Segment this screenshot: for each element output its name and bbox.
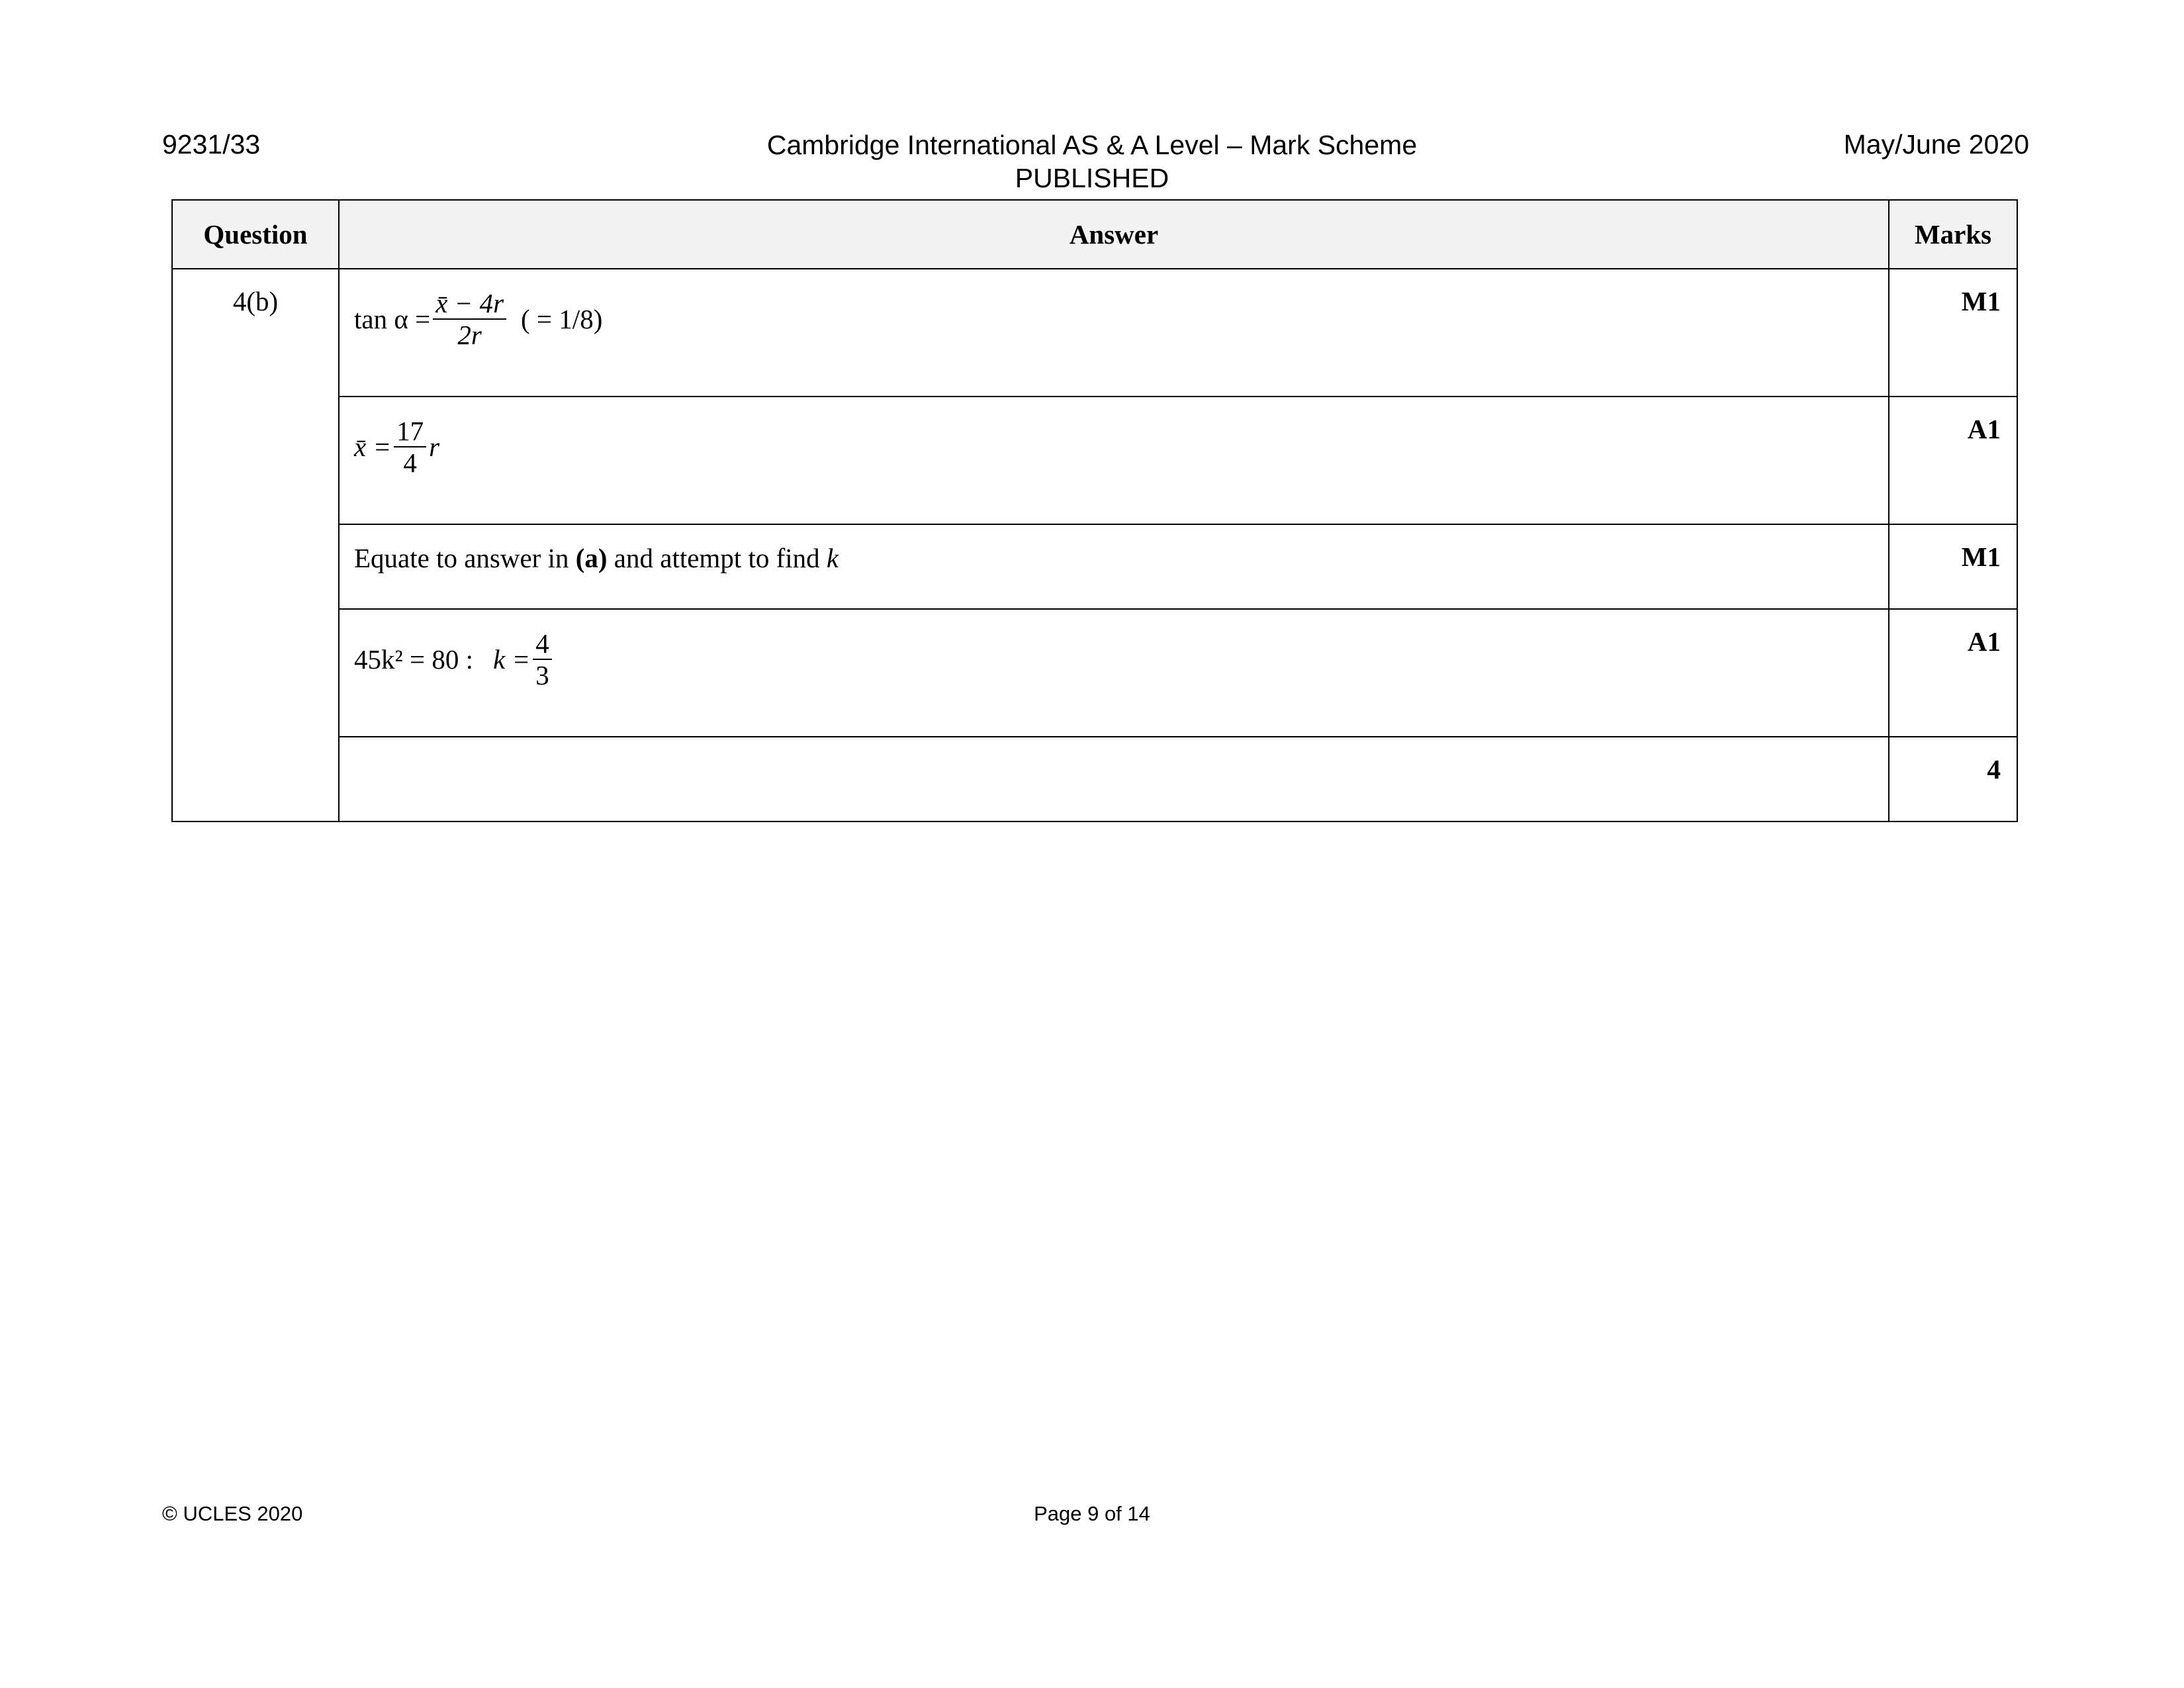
fraction-denominator: 4 [403, 447, 417, 478]
answer-text-variable: k [826, 543, 839, 573]
formula-tan-alpha [354, 288, 602, 350]
equation-right: k = [493, 644, 531, 675]
fraction-numerator: 4 [533, 628, 552, 660]
mark-value: M1 [1889, 524, 2017, 609]
published-label: PUBLISHED [1015, 163, 1169, 193]
answer-cell [339, 397, 1889, 524]
fraction [433, 288, 506, 350]
table-row [172, 397, 2017, 524]
answer-text-part: and attempt to find [607, 543, 827, 573]
table-row [172, 524, 2017, 609]
table-row [172, 269, 2017, 397]
fraction-denominator: 2r [457, 320, 482, 350]
fraction-numerator: x̄ − 4r [433, 288, 506, 320]
column-header-answer: Answer [339, 200, 1889, 269]
formula-lhs: x̄ = [354, 432, 392, 462]
table-row-total [172, 737, 2017, 821]
question-number: 4(b) [172, 269, 339, 821]
formula-note: ( = 1/8) [521, 304, 603, 334]
equation-left: 45k² = 80 : [354, 644, 474, 675]
page-number: Page 9 of 14 [1034, 1502, 1150, 1525]
paper-code: 9231/33 [162, 129, 261, 160]
answer-text-bold: (a) [575, 543, 608, 573]
mark-scheme-table [171, 199, 2018, 822]
fraction [533, 628, 552, 690]
formula-lhs: tan α = [354, 304, 431, 334]
answer-cell [339, 269, 1889, 397]
answer-cell-empty [339, 737, 1889, 821]
table-row [172, 609, 2017, 737]
answer-text [354, 525, 839, 574]
total-marks: 4 [1889, 737, 2017, 821]
mark-value: A1 [1889, 397, 2017, 524]
column-header-question: Question [172, 200, 339, 269]
answer-cell [339, 609, 1889, 737]
column-header-marks: Marks [1889, 200, 2017, 269]
fraction-denominator: 3 [535, 660, 549, 690]
fraction [394, 416, 426, 478]
answer-cell [339, 524, 1889, 609]
mark-value: A1 [1889, 609, 2017, 737]
formula-x-bar [354, 416, 439, 478]
copyright: © UCLES 2020 [162, 1502, 303, 1525]
mark-scheme-title: Cambridge International AS & A Level – Mark Scheme [766, 130, 1418, 160]
mark-value: M1 [1889, 269, 2017, 397]
formula-k-value [354, 628, 555, 690]
table-header-row [172, 200, 2017, 269]
formula-suffix: r [429, 432, 440, 462]
answer-text-part: Equate to answer in [354, 543, 576, 573]
exam-session: May/June 2020 [1843, 129, 2029, 160]
fraction-numerator: 17 [394, 416, 426, 447]
